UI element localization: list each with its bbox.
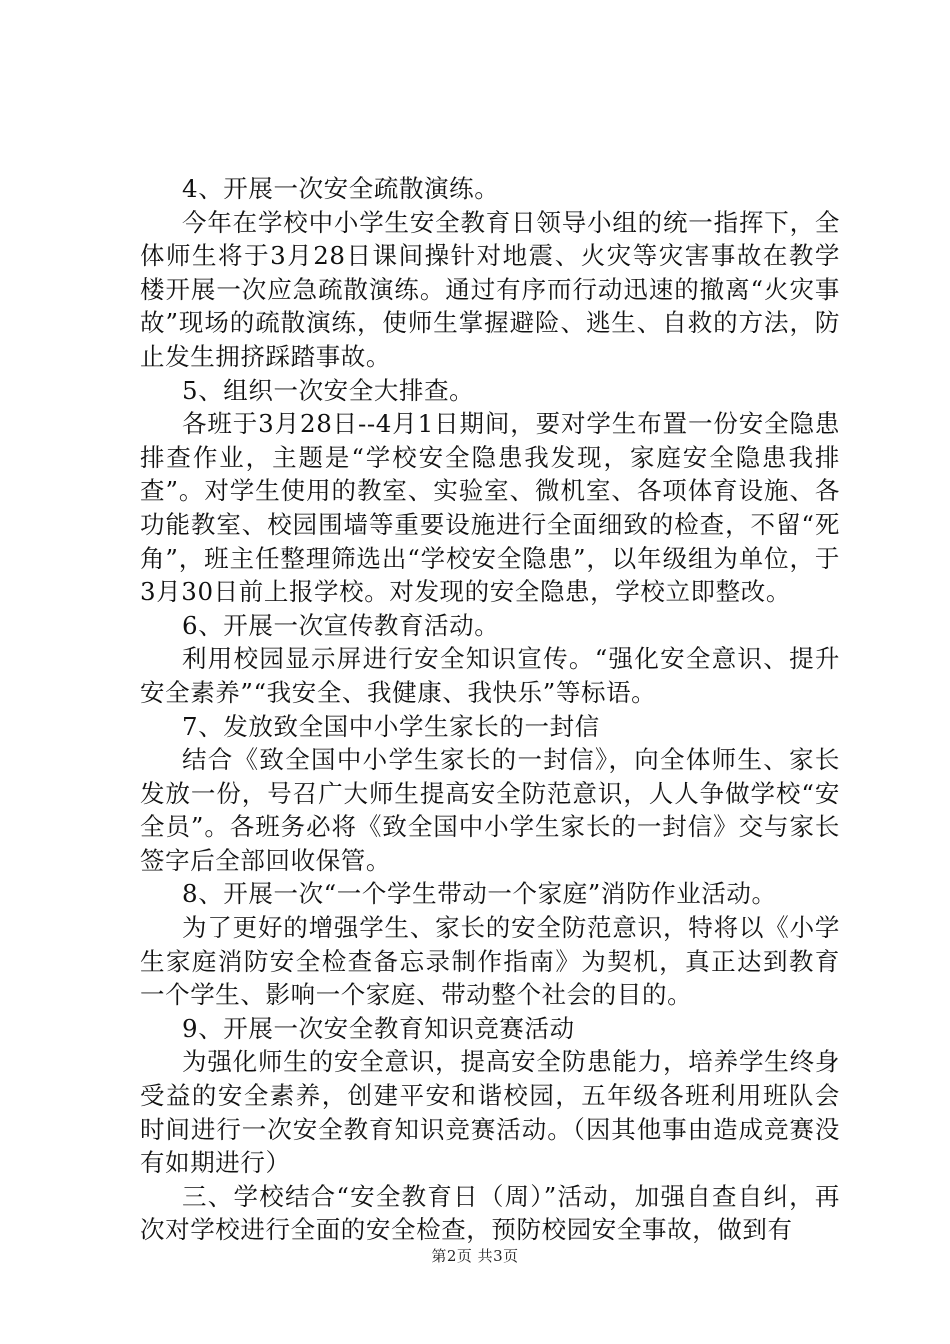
paragraph-heading-4: 4、开展一次安全疏散演练。 — [182, 174, 500, 203]
paragraph-parent-letter: 结合《致全国中小学生家长的一封信》，向全体师生、家长发放一份，号召广大师生提高安全防范意识，人人争做学校“安全员”。各班务必将《致全国中小学生家长的一封信》交与家长签字后全部回收保管。 — [140, 745, 840, 875]
paragraph-fire-homework: 为了更好的增强学生、家长的安全防范意识，特将以《小学生家庭消防安全检查备忘录制作指南》为契机，真正达到教育一个学生、影响一个家庭、带动整个社会的目的。 — [140, 913, 840, 1010]
paragraph-heading-7: 7、发放致全国中小学生家长的一封信 — [182, 711, 600, 741]
paragraph-heading-5: 5、组织一次安全大排查。 — [182, 375, 475, 405]
paragraph-heading-8: 8、开展一次“一个学生带动一个家庭”消防作业活动。 — [182, 879, 777, 909]
paragraph-safety-inspection: 各班于3月28日--4月1日期间，要对学生布置一份安全隐患排查作业，主题是“学校安全隐患我发现，家庭安全隐患我排查”。对学生使用的教室、实验室、微机室、各项体育设施、各功能教室、校园围墙等重要设施进行全面细致的检查，不留“死角”，班主任整理筛选出“学校安全隐患”，以年级组为单位，于3月30日前上报学校。对发现的安全隐患，学校立即整改。 — [140, 409, 840, 607]
paragraph-publicity: 利用校园显示屏进行安全知识宣传。“强化安全意识、提升安全素养”“我安全、我健康、我快乐”等标语。 — [140, 644, 840, 707]
paragraph-knowledge-contest: 为强化师生的安全意识，提高安全防患能力，培养学生终身受益的安全素养，创建平安和谐校园，五年级各班利用班队会时间进行一次安全教育知识竞赛活动。（因其他事由造成竞赛没有如期进行） — [140, 1047, 840, 1178]
paragraph-section-three: 三、学校结合“安全教育日（周）”活动，加强自查自纠，再次对学校进行全面的安全检查，预防校园安全事故，做到有 — [140, 1181, 840, 1245]
page-number-footer: 第2页 共3页 — [431, 1247, 519, 1265]
document-body — [140, 172, 840, 1247]
paragraph-heading-6: 6、开展一次宣传教育活动。 — [182, 610, 500, 640]
paragraph-evacuation-drill: 今年在学校中小学生安全教育日领导小组的统一指挥下，全体师生将于3月28日课间操针对地震、火灾等灾害事故在教学楼开展一次应急疏散演练。通过有序而行动迅速的撤离“火灾事故”现场的疏散演练，使师生掌握避险、逃生、自救的方法，防止发生拥挤踩踏事故。 — [140, 207, 840, 371]
paragraph-heading-9: 9、开展一次安全教育知识竞赛活动 — [182, 1013, 575, 1043]
